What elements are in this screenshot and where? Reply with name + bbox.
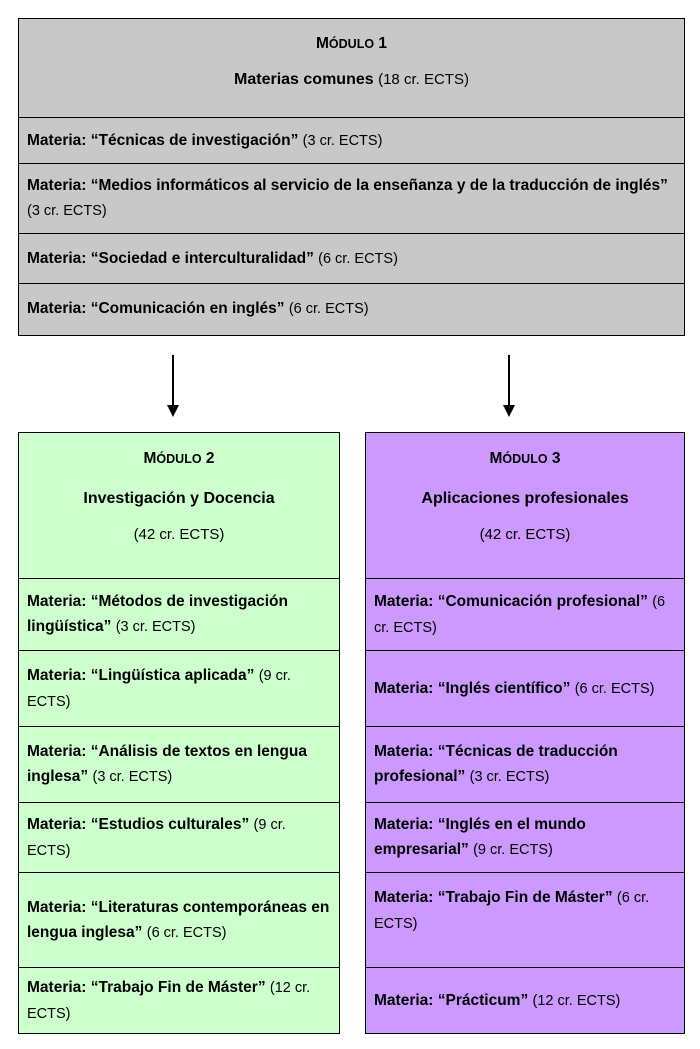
module-3-item: Materia: “Comunicación profesional” (6 cr. ECTS) xyxy=(366,578,684,650)
module-1-item: Materia: “Comunicación en inglés” (6 cr. ECTS) xyxy=(19,283,684,333)
module-3-subtitle: Aplicaciones profesionales xyxy=(421,490,629,507)
module-1-item: Materia: “Técnicas de investigación” (3 cr. ECTS) xyxy=(19,117,684,163)
module-2-header xyxy=(19,433,339,578)
module-3-item: Materia: “Prácticum” (12 cr. ECTS) xyxy=(366,967,684,1033)
module-2-item: Materia: “Métodos de investigación lingüística” (3 cr. ECTS) xyxy=(19,578,339,650)
module-3-box xyxy=(365,432,685,1034)
module-2-item: Materia: “Lingüística aplicada” (9 cr. ECTS) xyxy=(19,650,339,726)
module-3-item: Materia: “Técnicas de traducción profesional” (3 cr. ECTS) xyxy=(366,726,684,802)
module-3-item: Materia: “Inglés en el mundo empresarial” (9 cr. ECTS) xyxy=(366,802,684,872)
module-3-item: Materia: “Trabajo Fin de Máster” (6 cr. ECTS) xyxy=(366,872,684,967)
module-3-title: MÓDULO 3 xyxy=(489,450,561,467)
arrow-down-icon xyxy=(499,355,519,417)
module-2-item: Materia: “Análisis de textos en lengua inglesa” (3 cr. ECTS) xyxy=(19,726,339,802)
module-2-item: Materia: “Trabajo Fin de Máster” (12 cr. ECTS) xyxy=(19,967,339,1033)
module-3-credits: (42 cr. ECTS) xyxy=(479,526,571,543)
module-3-item: Materia: “Inglés científico” (6 cr. ECTS) xyxy=(366,650,684,726)
module-2-subtitle: Investigación y Docencia xyxy=(83,490,275,507)
module-1-header xyxy=(19,19,684,117)
module-1-title: MÓDULO 1 xyxy=(316,35,387,52)
module-3-header xyxy=(366,433,684,578)
module-2-item: Materia: “Estudios culturales” (9 cr. ECTS) xyxy=(19,802,339,872)
module-2-box xyxy=(18,432,340,1034)
module-1-subtitle: Materias comunes (18 cr. ECTS) xyxy=(234,71,469,88)
module-1-item: Materia: “Medios informáticos al servicio de la enseñanza y de la traducción de inglés” (3 cr. ECTS) xyxy=(19,163,684,233)
module-2-title: MÓDULO 2 xyxy=(143,450,215,467)
arrow-down-icon xyxy=(163,355,183,417)
module-1-item: Materia: “Sociedad e interculturalidad” (6 cr. ECTS) xyxy=(19,233,684,283)
module-2-item: Materia: “Literaturas contemporáneas en lengua inglesa” (6 cr. ECTS) xyxy=(19,872,339,967)
module-1-box xyxy=(18,18,685,336)
module-2-credits: (42 cr. ECTS) xyxy=(133,526,225,543)
